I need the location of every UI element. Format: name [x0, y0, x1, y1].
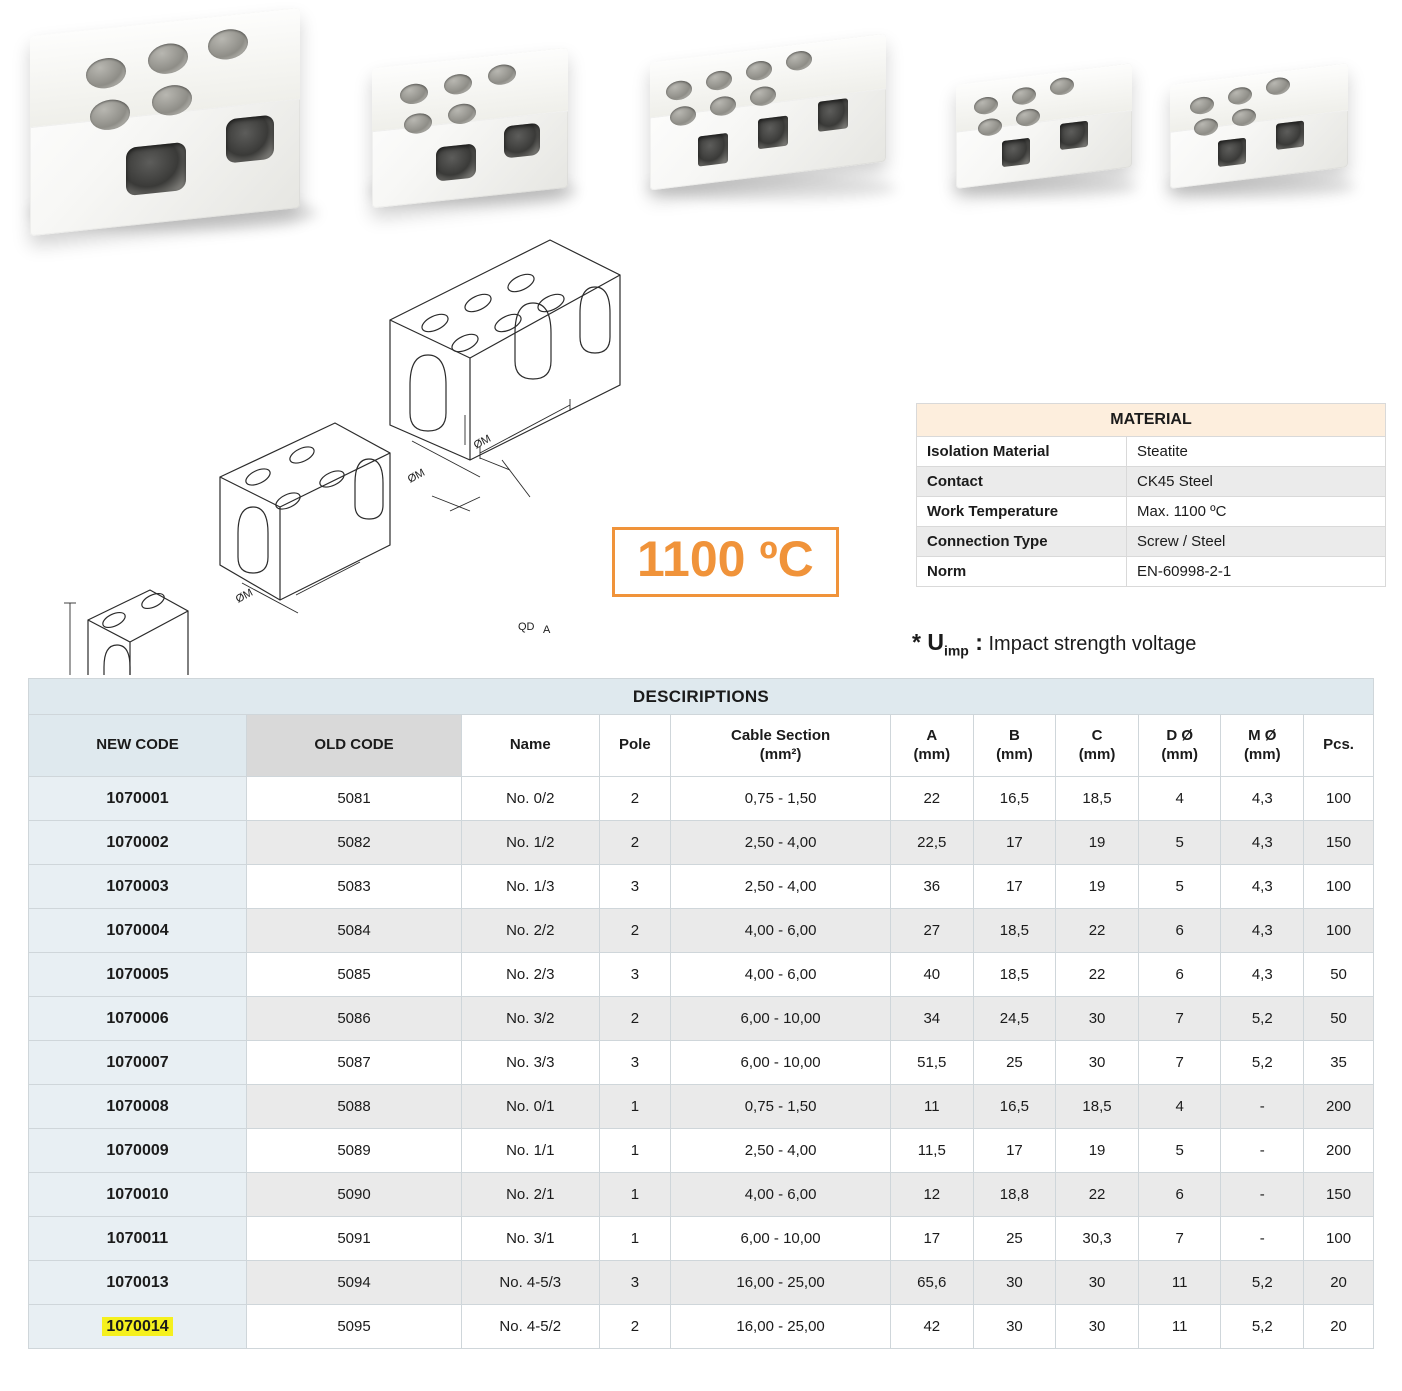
cell-new-code: 1070007	[29, 1041, 247, 1085]
cell-old-code: 5086	[247, 997, 462, 1041]
col-cable-section	[671, 715, 891, 777]
cell-b: 16,5	[973, 1085, 1056, 1129]
cell-a: 34	[890, 997, 973, 1041]
table-row[interactable]	[29, 1173, 1374, 1217]
label-dia-m-1: ØM	[471, 432, 494, 452]
cell-old-code: 5095	[247, 1305, 462, 1349]
drawing-medium-block	[220, 423, 390, 613]
cell-m: 4,3	[1221, 865, 1304, 909]
cell-name: No. 1/1	[462, 1129, 600, 1173]
cell-cable-section: 16,00 - 25,00	[671, 1261, 891, 1305]
cell-name: No. 3/1	[462, 1217, 600, 1261]
cell-name: No. 4-5/2	[462, 1305, 600, 1349]
material-value: CK45 Steel	[1127, 467, 1386, 497]
material-row-connection-type	[917, 527, 1386, 557]
cell-cable-section: 2,50 - 4,00	[671, 1129, 891, 1173]
material-row-contact	[917, 467, 1386, 497]
cell-c: 30	[1056, 1261, 1139, 1305]
col-b-label: B	[1008, 726, 1020, 744]
cell-cable-section: 2,50 - 4,00	[671, 865, 891, 909]
cell-c: 19	[1056, 821, 1139, 865]
dimension-drawing-svg	[10, 215, 670, 675]
descriptions-title-row	[29, 679, 1374, 715]
cell-cable-section: 2,50 - 4,00	[671, 821, 891, 865]
cell-c: 30	[1056, 1041, 1139, 1085]
cell-m: -	[1221, 1129, 1304, 1173]
cell-m: 4,3	[1221, 953, 1304, 997]
col-pole	[599, 715, 671, 777]
cell-a: 12	[890, 1173, 973, 1217]
cell-new-code: 1070013	[29, 1261, 247, 1305]
cell-new-code: 1070011	[29, 1217, 247, 1261]
col-d-unit: (mm)	[1161, 745, 1198, 763]
cell-pcs: 20	[1304, 1261, 1374, 1305]
col-c-unit: (mm)	[1078, 745, 1116, 763]
cell-b: 18,5	[973, 909, 1056, 953]
col-pcs	[1304, 715, 1374, 777]
table-row[interactable]	[29, 777, 1374, 821]
col-pole-label: Pole	[619, 736, 651, 754]
cell-c: 19	[1056, 865, 1139, 909]
cell-new-code: 1070002	[29, 821, 247, 865]
drawing-large-block	[390, 240, 620, 511]
col-new-code-label: NEW CODE	[96, 736, 179, 754]
cell-old-code: 5090	[247, 1173, 462, 1217]
cell-old-code: 5084	[247, 909, 462, 953]
descriptions-table-body	[29, 777, 1374, 1349]
cell-old-code: 5091	[247, 1217, 462, 1261]
label-a-1: A	[543, 624, 551, 636]
cell-pole: 2	[599, 909, 671, 953]
cell-d: 5	[1138, 821, 1221, 865]
cell-c: 22	[1056, 909, 1139, 953]
cell-name: No. 3/3	[462, 1041, 600, 1085]
cell-a: 65,6	[890, 1261, 973, 1305]
cell-a: 51,5	[890, 1041, 973, 1085]
cell-m: 4,3	[1221, 821, 1304, 865]
table-row[interactable]	[29, 953, 1374, 997]
col-cable-section-unit: (mm²)	[759, 745, 802, 763]
table-row[interactable]	[29, 821, 1374, 865]
col-d	[1138, 715, 1221, 777]
cell-d: 4	[1138, 1085, 1221, 1129]
cell-a: 22	[890, 777, 973, 821]
cell-pcs: 150	[1304, 1173, 1374, 1217]
cell-pcs: 35	[1304, 1041, 1374, 1085]
cell-b: 30	[973, 1261, 1056, 1305]
cell-pcs: 100	[1304, 1217, 1374, 1261]
cell-old-code: 5087	[247, 1041, 462, 1085]
cell-b: 25	[973, 1041, 1056, 1085]
cell-c: 19	[1056, 1129, 1139, 1173]
cell-b: 17	[973, 1129, 1056, 1173]
product-photo-1	[30, 8, 300, 236]
cell-b: 18,5	[973, 953, 1056, 997]
cell-d: 11	[1138, 1261, 1221, 1305]
cell-a: 27	[890, 909, 973, 953]
cell-new-code: 1070008	[29, 1085, 247, 1129]
footnote-symbol: U	[927, 629, 944, 655]
material-value: Max. 1100 ºC	[1127, 497, 1386, 527]
col-old-code-label: OLD CODE	[314, 736, 394, 754]
cell-new-code: 1070004	[29, 909, 247, 953]
product-photo-4	[956, 63, 1132, 189]
material-value: Screw / Steel	[1127, 527, 1386, 557]
label-qd-1: QD	[518, 621, 535, 633]
col-c	[1056, 715, 1139, 777]
table-row-highlighted[interactable]	[29, 1305, 1374, 1349]
cell-old-code: 5082	[247, 821, 462, 865]
cell-old-code: 5085	[247, 953, 462, 997]
material-row-isolation	[917, 437, 1386, 467]
cell-m: 5,2	[1221, 1305, 1304, 1349]
col-m-unit: (mm)	[1243, 745, 1281, 763]
cell-c: 30	[1056, 1305, 1139, 1349]
cell-new-code	[29, 1305, 247, 1349]
cell-a: 22,5	[890, 821, 973, 865]
cell-m: -	[1221, 1085, 1304, 1129]
cell-d: 11	[1138, 1305, 1221, 1349]
cell-pcs: 50	[1304, 953, 1374, 997]
material-key: Connection Type	[917, 527, 1127, 557]
cell-b: 16,5	[973, 777, 1056, 821]
cell-a: 11	[890, 1085, 973, 1129]
cell-c: 18,5	[1056, 1085, 1139, 1129]
descriptions-title: DESCIRIPTIONS	[29, 679, 1374, 715]
cell-pcs: 100	[1304, 909, 1374, 953]
technical-drawings	[10, 215, 670, 675]
cell-d: 4	[1138, 777, 1221, 821]
cell-pole: 3	[599, 1041, 671, 1085]
material-row-norm	[917, 557, 1386, 587]
col-pcs-label: Pcs.	[1323, 736, 1354, 754]
material-value: Steatite	[1127, 437, 1386, 467]
cell-pcs: 200	[1304, 1085, 1374, 1129]
cell-cable-section: 6,00 - 10,00	[671, 1217, 891, 1261]
col-a-label: A	[926, 726, 938, 744]
cell-old-code: 5083	[247, 865, 462, 909]
table-row[interactable]	[29, 1261, 1374, 1305]
material-key: Isolation Material	[917, 437, 1127, 467]
cell-pole: 1	[599, 1217, 671, 1261]
table-row[interactable]	[29, 1085, 1374, 1129]
footnote-star: *	[912, 629, 921, 655]
cell-cable-section: 0,75 - 1,50	[671, 1085, 891, 1129]
product-photo-strip	[0, 0, 1402, 250]
cell-c: 18,5	[1056, 777, 1139, 821]
table-row[interactable]	[29, 909, 1374, 953]
cell-name: No. 0/1	[462, 1085, 600, 1129]
col-cable-section-label: Cable Section	[730, 726, 831, 744]
col-m	[1221, 715, 1304, 777]
cell-name: No. 2/1	[462, 1173, 600, 1217]
cell-m: -	[1221, 1217, 1304, 1261]
label-dia-m-2: ØM	[405, 466, 428, 486]
cell-pcs: 100	[1304, 865, 1374, 909]
cell-b: 18,8	[973, 1173, 1056, 1217]
cell-old-code: 5089	[247, 1129, 462, 1173]
product-photo-3	[650, 34, 886, 191]
cell-m: 5,2	[1221, 997, 1304, 1041]
cell-d: 7	[1138, 997, 1221, 1041]
cell-new-code: 1070009	[29, 1129, 247, 1173]
cell-name: No. 2/3	[462, 953, 600, 997]
cell-pcs: 200	[1304, 1129, 1374, 1173]
cell-new-code: 1070006	[29, 997, 247, 1041]
cell-old-code: 5081	[247, 777, 462, 821]
cell-d: 5	[1138, 865, 1221, 909]
col-new-code	[29, 715, 247, 777]
cell-b: 30	[973, 1305, 1056, 1349]
label-dia-m-3: ØM	[233, 586, 256, 606]
cell-old-code: 5094	[247, 1261, 462, 1305]
cell-a: 36	[890, 865, 973, 909]
uimp-footnote	[912, 629, 1196, 659]
table-row[interactable]	[29, 997, 1374, 1041]
cell-m: 4,3	[1221, 909, 1304, 953]
col-b	[973, 715, 1056, 777]
cell-name: No. 1/3	[462, 865, 600, 909]
cell-a: 42	[890, 1305, 973, 1349]
table-row[interactable]	[29, 1217, 1374, 1261]
cell-pole: 1	[599, 1173, 671, 1217]
cell-new-code: 1070010	[29, 1173, 247, 1217]
cell-b: 25	[973, 1217, 1056, 1261]
footnote-colon: :	[968, 629, 983, 655]
cell-m: -	[1221, 1173, 1304, 1217]
col-d-label: D Ø	[1166, 726, 1193, 744]
drawing-small-block	[64, 590, 188, 675]
cell-pole: 2	[599, 777, 671, 821]
cell-c: 22	[1056, 1173, 1139, 1217]
material-key: Work Temperature	[917, 497, 1127, 527]
material-row-work-temperature	[917, 497, 1386, 527]
cell-d: 6	[1138, 909, 1221, 953]
cell-c: 22	[1056, 953, 1139, 997]
cell-cable-section: 0,75 - 1,50	[671, 777, 891, 821]
cell-d: 7	[1138, 1217, 1221, 1261]
cell-a: 40	[890, 953, 973, 997]
col-name-label: Name	[509, 736, 551, 754]
cell-a: 11,5	[890, 1129, 973, 1173]
cell-pole: 3	[599, 1261, 671, 1305]
cell-d: 6	[1138, 953, 1221, 997]
cell-cable-section: 4,00 - 6,00	[671, 1173, 891, 1217]
col-a	[890, 715, 973, 777]
cell-name: No. 2/2	[462, 909, 600, 953]
material-key: Contact	[917, 467, 1127, 497]
col-name	[462, 715, 600, 777]
descriptions-header-row	[29, 715, 1374, 777]
cell-m: 4,3	[1221, 777, 1304, 821]
cell-b: 24,5	[973, 997, 1056, 1041]
cell-pole: 2	[599, 997, 671, 1041]
cell-pole: 1	[599, 1085, 671, 1129]
product-photo-5	[1170, 63, 1348, 189]
cell-cable-section: 4,00 - 6,00	[671, 909, 891, 953]
cell-name: No. 3/2	[462, 997, 600, 1041]
cell-pcs: 100	[1304, 777, 1374, 821]
material-value: EN-60998-2-1	[1127, 557, 1386, 587]
cell-a: 17	[890, 1217, 973, 1261]
cell-pole: 2	[599, 821, 671, 865]
cell-cable-section: 4,00 - 6,00	[671, 953, 891, 997]
cell-pole: 3	[599, 865, 671, 909]
cell-cable-section: 6,00 - 10,00	[671, 1041, 891, 1085]
cell-old-code: 5088	[247, 1085, 462, 1129]
footnote-text: Impact strength voltage	[988, 633, 1197, 655]
material-table	[916, 403, 1386, 587]
cell-c: 30	[1056, 997, 1139, 1041]
cell-pcs: 50	[1304, 997, 1374, 1041]
col-m-label: M Ø	[1248, 726, 1277, 744]
cell-c: 30,3	[1056, 1217, 1139, 1261]
cell-pole: 3	[599, 953, 671, 997]
cell-name: No. 0/2	[462, 777, 600, 821]
cell-new-code: 1070001	[29, 777, 247, 821]
cell-m: 5,2	[1221, 1041, 1304, 1085]
cell-name: No. 4-5/3	[462, 1261, 600, 1305]
table-row[interactable]	[29, 1129, 1374, 1173]
table-row[interactable]	[29, 865, 1374, 909]
table-row[interactable]	[29, 1041, 1374, 1085]
product-photo-2	[372, 48, 568, 209]
col-c-label: C	[1091, 726, 1103, 744]
cell-pole: 2	[599, 1305, 671, 1349]
cell-pcs: 20	[1304, 1305, 1374, 1349]
col-old-code	[247, 715, 462, 777]
highlighted-code: 1070014	[102, 1317, 172, 1336]
col-b-unit: (mm)	[996, 745, 1033, 763]
material-key: Norm	[917, 557, 1127, 587]
cell-d: 5	[1138, 1129, 1221, 1173]
cell-pole: 1	[599, 1129, 671, 1173]
cell-d: 6	[1138, 1173, 1221, 1217]
cell-cable-section: 16,00 - 25,00	[671, 1305, 891, 1349]
cell-b: 17	[973, 821, 1056, 865]
cell-b: 17	[973, 865, 1056, 909]
cell-name: No. 1/2	[462, 821, 600, 865]
descriptions-table-wrapper	[28, 678, 1374, 1349]
cell-cable-section: 6,00 - 10,00	[671, 997, 891, 1041]
cell-new-code: 1070003	[29, 865, 247, 909]
descriptions-table	[28, 678, 1374, 1349]
cell-pcs: 150	[1304, 821, 1374, 865]
col-a-unit: (mm)	[913, 745, 951, 763]
temperature-badge: 1100 ºC	[612, 527, 839, 597]
cell-new-code: 1070005	[29, 953, 247, 997]
cell-m: 5,2	[1221, 1261, 1304, 1305]
material-table-title: MATERIAL	[917, 404, 1386, 437]
cell-d: 7	[1138, 1041, 1221, 1085]
footnote-subscript: imp	[943, 642, 969, 659]
